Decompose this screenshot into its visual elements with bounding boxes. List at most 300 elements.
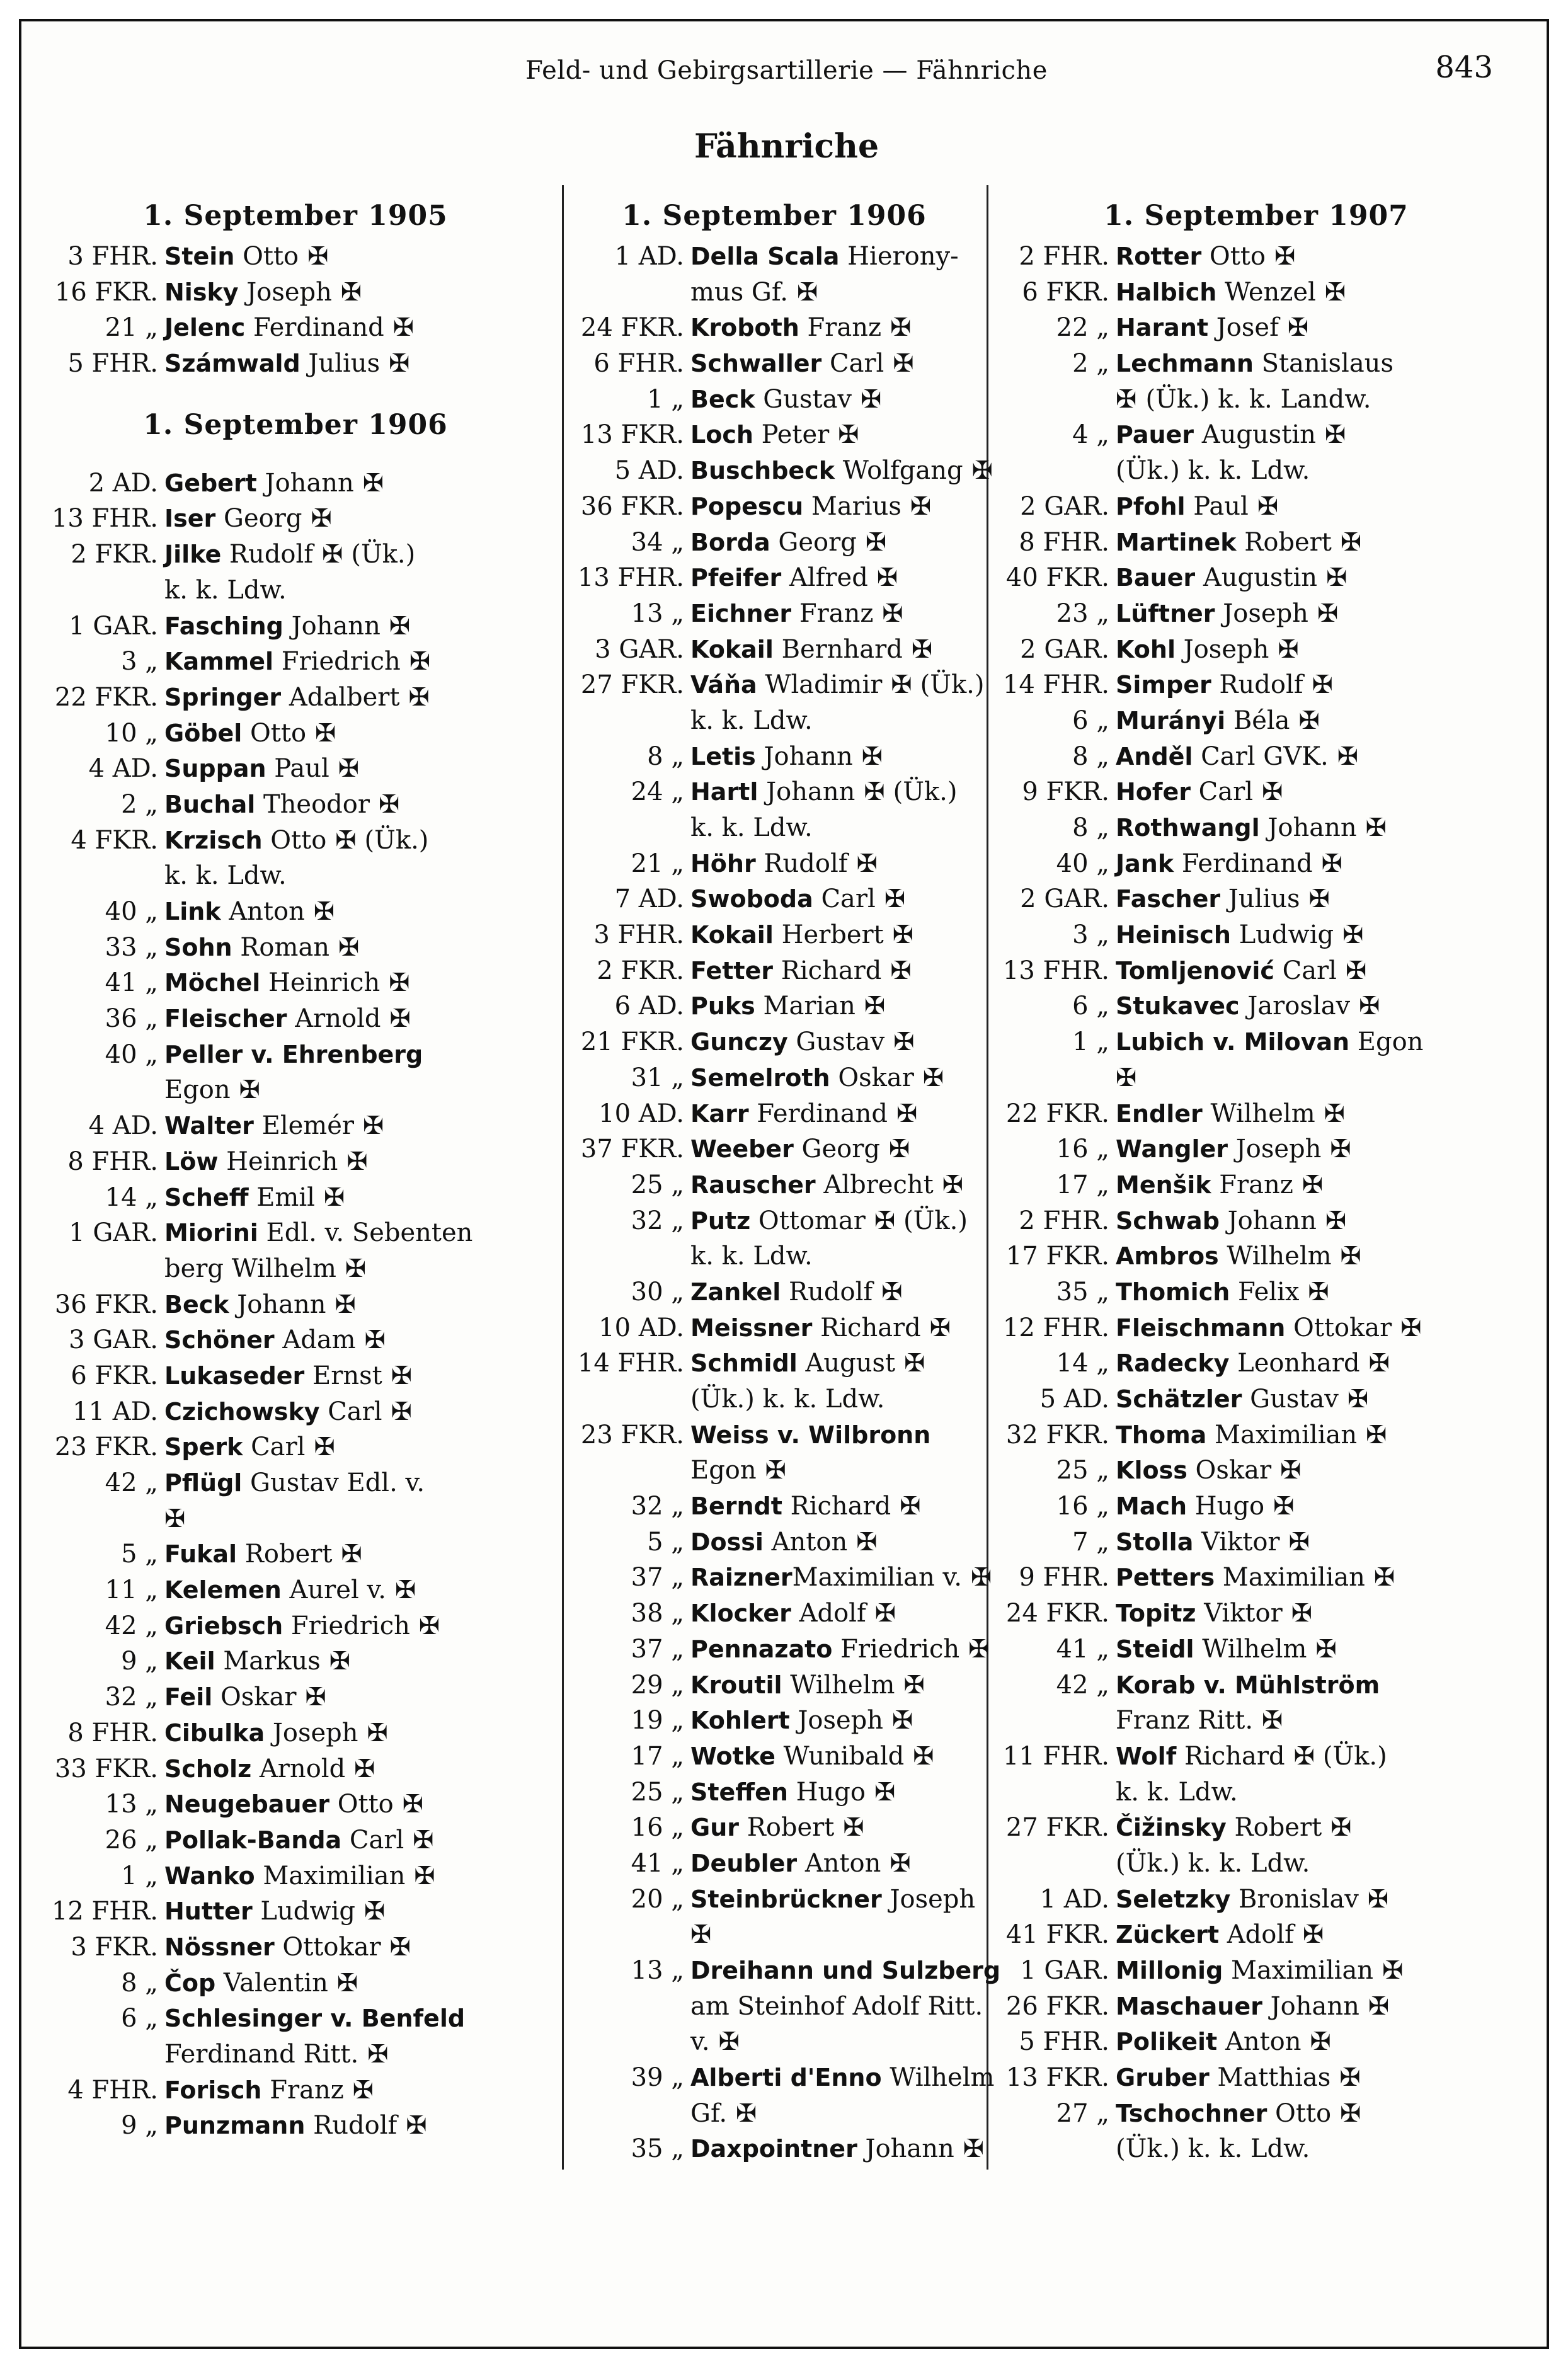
- entry-name: [164, 1180, 547, 1216]
- list-item: [995, 1489, 1518, 1524]
- given-name: Viktor: [1193, 1527, 1280, 1557]
- surname: Gunczy: [690, 1028, 788, 1056]
- list-item: [995, 1846, 1518, 1882]
- cross-icon: ✠: [1298, 706, 1320, 735]
- list-item: [995, 703, 1518, 739]
- entry-name: [690, 1703, 979, 1739]
- list-item: [569, 560, 979, 596]
- surname: Feil: [164, 1683, 213, 1712]
- cross-icon: ✠: [346, 1147, 368, 1176]
- cross-icon: ✠: [239, 1075, 261, 1105]
- rank-label: 27 FKR.: [1005, 1813, 1109, 1843]
- given-name: Johann: [755, 741, 853, 771]
- list-item: [995, 1417, 1518, 1453]
- list-item: [43, 1465, 547, 1501]
- given-name: Carl: [821, 349, 884, 379]
- given-name: Otto: [242, 718, 307, 748]
- cross-icon: ✠: [1331, 1813, 1352, 1843]
- rank-label: 26 „: [105, 1825, 158, 1855]
- entry-name: [1116, 382, 1518, 418]
- rank-label: 17 „: [631, 1741, 684, 1771]
- rank-label: [43, 2037, 164, 2073]
- cross-icon: ✠: [861, 741, 883, 771]
- list-item: [43, 609, 547, 644]
- given-name: Carl: [243, 1433, 306, 1462]
- rank-label: 22 FKR.: [54, 682, 158, 712]
- surname: Buchal: [164, 790, 256, 818]
- surname: Deubler: [690, 1849, 798, 1877]
- list-item: [43, 2001, 547, 2037]
- entry-name: [1116, 917, 1518, 953]
- entry-name: [164, 239, 547, 275]
- surname: Loch: [690, 421, 753, 449]
- list-item: [569, 1882, 979, 1918]
- given-name: Albrecht: [815, 1170, 934, 1199]
- cross-icon: ✠: [392, 313, 415, 343]
- given-name: Johann: [256, 468, 354, 498]
- surname: Schmidl: [690, 1349, 798, 1378]
- rank-label: 34 „: [631, 527, 684, 557]
- cross-icon: ✠: [864, 777, 885, 807]
- rank-label: 2 GAR.: [1020, 634, 1109, 664]
- rank-label: 6 FKR.: [1022, 277, 1109, 307]
- cross-icon: ✠: [736, 2098, 757, 2128]
- cross-icon: ✠: [395, 1576, 416, 1605]
- surname: Čižinsky: [1116, 1814, 1227, 1842]
- surname: Daxpointner: [690, 2135, 857, 2163]
- surname: Lüftner: [1116, 599, 1215, 627]
- list-item: [995, 988, 1518, 1024]
- cross-icon: ✠: [1291, 1599, 1313, 1628]
- entry-name: [690, 596, 979, 632]
- rank-label: 25 „: [1056, 1456, 1109, 1485]
- cross-icon: ✠: [389, 968, 410, 998]
- list-item: [569, 1775, 979, 1810]
- cross-icon: ✠: [329, 1647, 351, 1676]
- rank-label: 11 „: [105, 1576, 158, 1605]
- list-item: [995, 382, 1518, 418]
- entry-name: [164, 1287, 547, 1323]
- entry-name: [690, 453, 993, 489]
- list-item: [569, 1703, 979, 1739]
- rank-label: 40 „: [1056, 849, 1109, 878]
- list-item: [995, 2024, 1518, 2060]
- given-name: Wolfgang: [834, 456, 963, 486]
- list-item: [995, 1274, 1518, 1310]
- entry-name: [1116, 1739, 1518, 1775]
- cross-icon: ✠: [1287, 313, 1309, 343]
- cross-icon: ✠: [884, 884, 906, 914]
- list-item: [995, 1096, 1518, 1132]
- entry-name: [164, 1501, 547, 1537]
- given-name: Josef: [1208, 313, 1279, 343]
- list-item: [43, 2108, 547, 2144]
- rank-label: [995, 382, 1116, 418]
- given-name: Ottomar: [750, 1206, 866, 1235]
- list-item: [43, 787, 547, 823]
- given-name: Ferdinand Ritt.: [164, 2040, 359, 2069]
- surname: Beck: [690, 385, 755, 413]
- rank-label: 2 „: [1072, 349, 1109, 379]
- rank-label: 13 „: [631, 598, 684, 628]
- entry-name: [690, 1989, 983, 2025]
- surname: Pflügl: [164, 1469, 243, 1497]
- surname: Fetter: [690, 956, 774, 985]
- rank-label: 13 „: [105, 1790, 158, 1819]
- entry-name: [164, 1679, 547, 1715]
- list-item: [995, 453, 1518, 489]
- surname: Jilke: [164, 541, 222, 569]
- entry-name: [690, 1381, 979, 1417]
- surname: Sohn: [164, 933, 232, 961]
- surname: Dossi: [690, 1528, 764, 1556]
- group-heading: 1. September 1906: [622, 200, 927, 232]
- entry-name: [690, 881, 979, 917]
- list-item: [995, 560, 1518, 596]
- cross-icon: ✠: [1257, 491, 1279, 521]
- entry-name: [164, 1394, 547, 1430]
- given-name: Arnold: [287, 1004, 381, 1034]
- cross-icon: ✠: [363, 1897, 386, 1926]
- entry-name: [164, 501, 547, 537]
- list-item: [569, 1131, 979, 1167]
- entry-name: [690, 1667, 979, 1703]
- list-item: [995, 846, 1518, 882]
- given-name: Peter: [753, 420, 830, 450]
- list-item: [43, 466, 547, 501]
- list-item: [995, 1131, 1518, 1167]
- rank-label: 8 „: [647, 741, 684, 771]
- entry-suffix: (Ük.): [895, 1206, 968, 1235]
- surname: Wangler: [1116, 1135, 1228, 1164]
- cross-icon: ✠: [968, 1634, 990, 1664]
- entry-name: [1116, 2060, 1518, 2096]
- given-name: Augustin: [1195, 563, 1318, 593]
- given-name: Emil: [248, 1182, 315, 1212]
- cross-icon: ✠: [911, 634, 933, 664]
- surname: Harant: [1116, 314, 1209, 342]
- entry-name: [690, 239, 979, 275]
- cross-icon: ✠: [890, 956, 912, 985]
- given-name: Ernst: [304, 1361, 382, 1390]
- given-name: Rudolf: [781, 1277, 873, 1307]
- rank-label: 22 FKR.: [1005, 1099, 1109, 1128]
- rank-label: 6 AD.: [614, 992, 684, 1021]
- rank-label: 36 „: [105, 1004, 158, 1034]
- surname: Váňa: [690, 671, 757, 699]
- entry-suffix: (Ük.): [1315, 1741, 1387, 1771]
- column-1: [43, 198, 547, 2144]
- given-name: mus Gf.: [690, 277, 788, 307]
- entry-name: [690, 774, 979, 810]
- surname: Hofer: [1116, 778, 1191, 806]
- surname: Polikeit: [1116, 2028, 1218, 2056]
- entry-name: [164, 1965, 547, 2001]
- cross-icon: ✠: [402, 1790, 424, 1819]
- list-item: [43, 239, 547, 275]
- entry-name: [1116, 1596, 1518, 1632]
- list-item: [995, 1739, 1518, 1775]
- cross-icon: ✠: [796, 277, 818, 307]
- list-item: [43, 751, 547, 787]
- given-name: Rudolf: [221, 540, 314, 569]
- entry-name: [164, 644, 547, 680]
- surname: Klocker: [690, 1599, 791, 1628]
- surname: Kokail: [690, 635, 774, 663]
- surname: Kelemen: [164, 1576, 282, 1604]
- rank-label: 6 „: [1072, 706, 1109, 735]
- given-name: Otto: [1201, 242, 1266, 271]
- rank-label: 11 AD.: [72, 1397, 158, 1426]
- given-name: Hierony-: [839, 242, 959, 271]
- entry-name: [690, 1024, 979, 1060]
- list-item: [569, 2096, 979, 2132]
- entry-name: [1116, 1989, 1518, 2025]
- given-name: Adolf: [791, 1599, 866, 1628]
- cross-icon: ✠: [1262, 1706, 1283, 1736]
- entry-name: [1116, 1453, 1518, 1489]
- surname: Bauer: [1116, 564, 1196, 592]
- given-name: Rudolf: [1211, 670, 1303, 700]
- list-item: [569, 1203, 979, 1239]
- list-item: [569, 346, 979, 382]
- list-item: [569, 2060, 995, 2096]
- surname: Krzisch: [164, 826, 263, 854]
- given-name: Rudolf: [755, 849, 848, 878]
- rank-label: 31 „: [631, 1063, 684, 1092]
- list-item: [43, 1072, 547, 1108]
- given-name: Alfred: [781, 563, 868, 593]
- rank-label: 2 FKR.: [71, 540, 158, 569]
- rank-label: [569, 1238, 690, 1274]
- cross-icon: ✠: [1330, 1135, 1351, 1164]
- entry-name: [1116, 1274, 1518, 1310]
- given-name: Egon: [690, 1456, 757, 1485]
- surname: Eichner: [690, 599, 792, 627]
- cross-icon: ✠: [335, 825, 357, 855]
- entry-name: [690, 1917, 979, 1953]
- entry-name: [164, 609, 547, 644]
- entry-name: [690, 1203, 979, 1239]
- rank-label: 16 „: [1056, 1135, 1109, 1164]
- cross-icon: ✠: [893, 349, 914, 379]
- cross-icon: ✠: [1373, 1563, 1395, 1593]
- cross-icon: ✠: [881, 1277, 903, 1307]
- surname: Weeber: [690, 1135, 794, 1164]
- list-item: [569, 1417, 979, 1453]
- cross-icon: ✠: [1366, 1420, 1387, 1450]
- column-divider: [562, 185, 564, 2170]
- rank-label: [995, 1775, 1116, 1810]
- surname: Suppan: [164, 755, 266, 783]
- list-item: [569, 382, 979, 418]
- list-item: [995, 1024, 1518, 1060]
- entry-name: [1116, 596, 1518, 632]
- rank-label: 9 FHR.: [1019, 1563, 1109, 1593]
- given-name: Gustav: [787, 1027, 885, 1057]
- cross-icon: ✠: [391, 1397, 413, 1426]
- running-title: Feld- und Gebirgsartillerie — Fähnriche: [525, 56, 1048, 85]
- rank-label: 37 FKR.: [580, 1135, 684, 1164]
- rank-label: 20 „: [631, 1884, 684, 1914]
- given-name: Paul: [1185, 491, 1249, 521]
- list-item: [569, 1953, 1001, 1989]
- given-name: Robert: [738, 1813, 835, 1843]
- given-name: Johann: [229, 1290, 326, 1319]
- given-name: Oskar: [212, 1683, 297, 1712]
- list-item: [569, 1060, 979, 1096]
- list-item: [569, 1560, 992, 1596]
- given-name: Wladimir: [757, 670, 883, 700]
- entry-name: [164, 1858, 547, 1894]
- list-item: [995, 1953, 1518, 1989]
- surname: Rotter: [1116, 243, 1202, 270]
- entry-name: [690, 1810, 979, 1846]
- rank-label: 40 FKR.: [1005, 563, 1109, 593]
- given-name: Matthias: [1209, 2063, 1331, 2093]
- rank-label: 14 FHR.: [577, 1349, 684, 1378]
- rank-label: 32 „: [105, 1683, 158, 1712]
- rank-label: 26 FKR.: [1005, 1991, 1109, 2021]
- list-item: [995, 1775, 1518, 1810]
- given-name: Carl: [1274, 956, 1337, 985]
- cross-icon: ✠: [1274, 242, 1296, 271]
- given-name: Anton: [763, 1527, 848, 1557]
- surname: Swoboda: [690, 885, 813, 913]
- surname: Höhr: [690, 849, 756, 878]
- given-name: Marius: [803, 491, 901, 521]
- list-item: [569, 1739, 979, 1775]
- rank-label: [995, 2131, 1116, 2167]
- list-item: [43, 1144, 547, 1180]
- cross-icon: ✠: [1340, 1242, 1362, 1271]
- surname: Gruber: [1116, 2064, 1210, 2092]
- rank-label: 3 GAR.: [595, 634, 684, 664]
- cross-icon: ✠: [856, 849, 878, 878]
- surname: Springer: [164, 683, 282, 711]
- entry-name: [690, 1417, 979, 1453]
- cross-icon: ✠: [389, 349, 410, 379]
- given-name: Ludwig: [1230, 920, 1334, 950]
- surname: Zückert: [1116, 1921, 1220, 1949]
- surname: Scheff: [164, 1183, 249, 1211]
- given-name: Anton: [797, 1848, 881, 1878]
- rank-label: 5 FHR.: [1019, 2027, 1109, 2057]
- list-item: [995, 1524, 1518, 1560]
- surname: Neugebauer: [164, 1790, 330, 1819]
- rank-label: 32 „: [631, 1206, 684, 1235]
- surname: Stein: [164, 243, 235, 270]
- list-item: [43, 716, 547, 752]
- given-name: Carl: [813, 884, 876, 914]
- given-name: Joseph: [238, 277, 332, 307]
- entry-name: [164, 1001, 547, 1037]
- cross-icon: ✠: [1367, 1884, 1389, 1914]
- rank-label: 3 GAR.: [69, 1325, 158, 1355]
- entry-name: [1116, 489, 1518, 525]
- rank-label: 2 „: [121, 789, 158, 819]
- rank-label: 1 „: [647, 384, 684, 414]
- given-name: Richard: [812, 1313, 921, 1342]
- rank-label: 27 „: [1056, 2098, 1109, 2128]
- surname: Pfohl: [1116, 492, 1186, 520]
- rank-label: 40 „: [105, 1039, 158, 1069]
- list-item: [995, 1167, 1518, 1203]
- entry-name: [164, 1715, 547, 1751]
- surname: Semelroth: [690, 1063, 830, 1092]
- rank-label: 13 „: [631, 1956, 684, 1985]
- list-item: [569, 632, 979, 668]
- rank-label: 5 „: [647, 1527, 684, 1557]
- list-item: [43, 1715, 547, 1751]
- list-item: [43, 1536, 547, 1572]
- given-name: Franz: [261, 2075, 344, 2105]
- cross-icon: ✠: [1302, 1920, 1324, 1950]
- list-item: [43, 1965, 547, 2001]
- surname: Korab v. Mühlström: [1116, 1671, 1380, 1699]
- rank-label: 38 „: [631, 1599, 684, 1628]
- entry-name: [690, 1453, 979, 1489]
- list-item: [995, 632, 1518, 668]
- entry-name: [1116, 1417, 1518, 1453]
- group-heading: 1. September 1907: [1104, 200, 1409, 232]
- list-item: [43, 1358, 547, 1394]
- list-item: [995, 774, 1518, 810]
- entry-name: [164, 1251, 547, 1287]
- surname: Punzmann: [164, 2112, 306, 2140]
- list-item: [43, 1394, 547, 1430]
- rank-label: 21 „: [631, 849, 684, 878]
- entry-name: [690, 1953, 1000, 1989]
- rank-label: 30 „: [631, 1277, 684, 1307]
- entry-name: [690, 275, 979, 311]
- rank-label: 21 FKR.: [580, 1027, 684, 1057]
- rank-label: 6 FHR.: [593, 349, 684, 379]
- cross-icon: ✠: [335, 1290, 357, 1319]
- entry-name: [164, 1358, 547, 1394]
- list-item: [569, 1167, 979, 1203]
- cross-icon: ✠: [874, 1599, 896, 1628]
- rank-label: [569, 1453, 690, 1489]
- cross-icon: ✠: [322, 540, 343, 569]
- rank-label: 12 FHR.: [1002, 1313, 1109, 1342]
- cross-icon: ✠: [1273, 1492, 1295, 1521]
- list-item: [995, 596, 1518, 632]
- cross-icon: ✠: [1321, 849, 1343, 878]
- cross-icon: ✠: [876, 563, 898, 593]
- rank-label: 42 „: [105, 1611, 158, 1640]
- surname: Tschochner: [1116, 2099, 1268, 2127]
- given-name: Richard: [1176, 1741, 1285, 1771]
- given-name: Marian: [755, 992, 856, 1021]
- surname: Cibulka: [164, 1719, 265, 1747]
- list-item: [43, 1251, 547, 1287]
- entry-name: [1116, 703, 1518, 739]
- given-name: k. k. Ldw.: [690, 813, 813, 842]
- cross-icon: ✠: [1340, 2098, 1361, 2128]
- entry-name: [690, 1131, 979, 1167]
- entry-name: [690, 1775, 979, 1810]
- list-item: [569, 1524, 979, 1560]
- list-item: [995, 667, 1518, 703]
- given-name: Ottokar: [1285, 1313, 1392, 1342]
- rank-label: 13 FHR.: [51, 504, 158, 534]
- entry-name: [1116, 988, 1518, 1024]
- given-name: Hugo: [1187, 1492, 1265, 1521]
- list-item: [569, 739, 979, 775]
- list-item: [569, 1596, 979, 1632]
- entry-name: [690, 310, 979, 346]
